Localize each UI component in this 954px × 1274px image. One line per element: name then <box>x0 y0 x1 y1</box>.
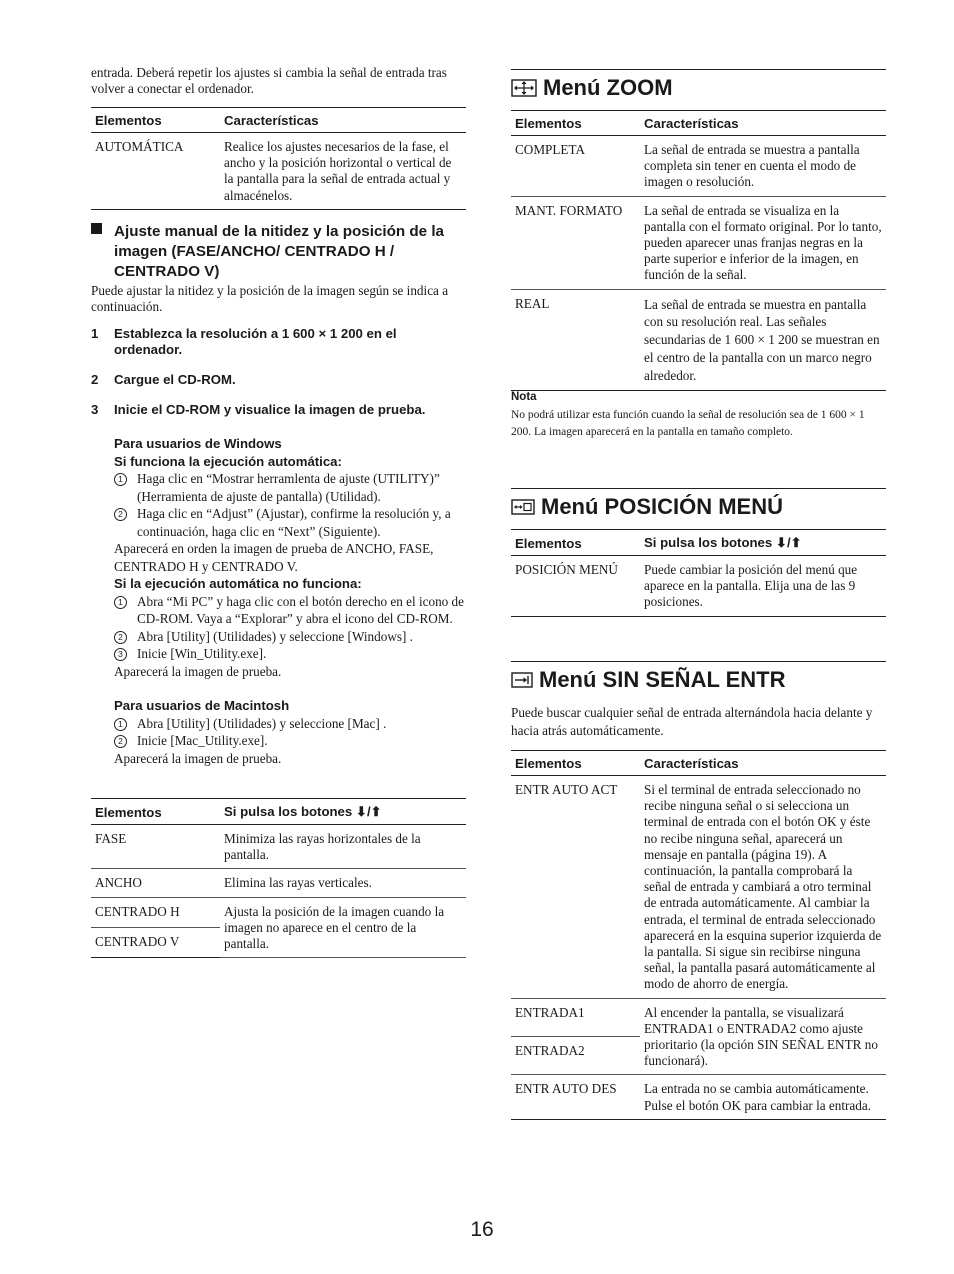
windows-heading: Para usuarios de Windows <box>114 436 282 451</box>
auto-table <box>91 107 466 210</box>
intro-paragraph: entrada. Deberá repetir los ajustes si cambia la señal de entrada tras volver a conectar el ordenador. <box>91 65 447 97</box>
table-row <box>511 289 886 390</box>
list-item-text: Inicie [Mac_Utility.exe]. <box>137 733 268 748</box>
table-cell: Al encender la pantalla, se visualizará ENTRADA1 o ENTRADA2 como ajuste prioritario (la opción SIN SEÑAL ENTR no funcionará). <box>640 998 886 1075</box>
table-cell: ENTR AUTO DES <box>511 1075 640 1119</box>
table-row <box>91 869 466 897</box>
table-cell: ENTRADA2 <box>511 1036 640 1075</box>
table-cell: Si el terminal de entrada seleccionado no recibe ninguna señal o si selecciona un terminal de entrada con el botón OK y éste no recibe ninguna señal, aparecerá un mensaje en pantalla (página 19). A continuación, la pantalla comprobará la señal de entrada y cambiará a otro terminal de entrada automáticamente. Al cambiar la entrada, el terminal de entrada seleccionado aparecerá en la esquina superior izquierda de la pantalla. Si sigue sin recibirse ninguna señal, la pantalla pasará automáticamente al modo de ahorro de energía. <box>640 776 886 999</box>
input-arrow-icon <box>511 671 533 689</box>
table-cell: La señal de entrada se muestra a pantalla completa sin tener en cuenta el modo de imagen o resolución. <box>640 136 886 197</box>
table-header: Características <box>640 751 886 776</box>
list-item-text: Haga clic en “Adjust” (Ajustar), confirme la resolución y, a continuación, haga clic en “Next” (Siguiente). <box>137 506 451 539</box>
list-item <box>114 715 466 733</box>
table-row <box>511 556 886 617</box>
list-item-text: Abra “Mi PC” y haga clic con el botón derecho en el icono de CD-ROM. Vaya a “Explorar” y abra el icono del CD-ROM. <box>137 593 465 626</box>
menu-position-icon <box>511 498 535 516</box>
table-cell: La señal de entrada se visualiza en la pantalla con el formato original. Por lo tanto, pueden aparecer unas franjas negras en la parte superior e inferior de la imagen, en función de la señal. <box>640 196 886 289</box>
table-cell: REAL <box>511 289 640 390</box>
table-row <box>511 136 886 197</box>
table-cell: Minimiza las rayas horizontales de la pantalla. <box>220 825 466 869</box>
square-bullet-icon <box>91 223 102 234</box>
list-item-text: Haga clic en “Mostrar herramlenta de ajuste (UTILITY)” (Herramienta de ajuste de pantalla) (Utilidad). <box>137 471 440 504</box>
noauto-result: Aparecerá la imagen de prueba. <box>114 663 282 679</box>
posicion-table <box>511 529 886 617</box>
table-cell: Puede cambiar la posición del menú que aparece en la pantalla. Elija una de las 9 posiciones. <box>640 556 886 617</box>
zoom-table <box>511 110 886 391</box>
instructions-block <box>114 435 466 767</box>
list-item <box>114 732 466 750</box>
table-header-text: Si pulsa los botones <box>224 804 353 819</box>
circled-number: 1 <box>114 473 127 486</box>
step-1 <box>91 326 466 359</box>
table-cell: Elimina las rayas verticales. <box>220 869 466 897</box>
table-header <box>220 799 466 825</box>
table-cell: MANT. FORMATO <box>511 196 640 289</box>
table-cell: AUTOMÁTICA <box>91 133 220 210</box>
table-cell: FASE <box>91 825 220 869</box>
note-text: No podrá utilizar esta función cuando la señal de resolución sea de 1 600 × 1 200. La imagen aparecerá en la pantalla en tamaño completo. <box>511 409 865 438</box>
page-number: 16 <box>470 1218 494 1241</box>
step-text: Cargue el CD-ROM. <box>114 372 236 387</box>
table-cell: ANCHO <box>91 869 220 897</box>
table-cell: La señal de entrada se muestra en pantalla con su resolución real. Las señales secundarias de 1 600 × 1 200 se muestran en el centro de la pantalla con un marco negro alrededor. <box>640 289 886 390</box>
list-item <box>114 505 466 540</box>
step-text: Establezca la resolución a 1 600 × 1 200 en el ordenador. <box>114 326 397 358</box>
table-cell: POSICIÓN MENÚ <box>511 556 640 617</box>
table-header: Elementos <box>511 751 640 776</box>
table-row <box>91 825 466 869</box>
table-cell: Realice los ajustes necesarios de la fase, el ancho y la posición horizontal o vertical de la pantalla para la señal de entrada actual y almacénelos. <box>220 133 466 210</box>
sinsenal-title-text: Menú SIN SEÑAL ENTR <box>539 667 786 692</box>
list-item <box>114 628 466 646</box>
table-header-text: Si pulsa los botones <box>644 535 773 550</box>
table-cell: La entrada no se cambia automáticamente. Pulse el botón OK para cambiar la entrada. <box>640 1075 886 1119</box>
circled-number: 1 <box>114 596 127 609</box>
table-cell: ENTR AUTO ACT <box>511 776 640 999</box>
table-header: Elementos <box>511 111 640 136</box>
table-header: Características <box>640 111 886 136</box>
step-text: Inicie el CD-ROM y visualice la imagen de prueba. <box>114 402 426 417</box>
table-header: Elementos <box>91 108 220 133</box>
table-header: Características <box>220 108 466 133</box>
table-header: Elementos <box>511 530 640 556</box>
down-up-arrows-icon: ⬇/⬆ <box>775 535 802 550</box>
circled-number: 3 <box>114 648 127 661</box>
auto-heading: Si funciona la ejecución automática: <box>114 453 342 469</box>
table-cell: CENTRADO V <box>91 927 220 957</box>
list-item-text: Abra [Utility] (Utilidades) y seleccione [Windows] . <box>137 628 413 644</box>
mac-heading: Para usuarios de Macintosh <box>114 698 290 713</box>
circled-number: 1 <box>114 718 127 731</box>
step-number: 1 <box>91 326 99 341</box>
table-cell: ENTRADA1 <box>511 998 640 1036</box>
note-label: Nota <box>511 391 537 403</box>
table-cell: CENTRADO H <box>91 897 220 927</box>
step-number: 3 <box>91 402 99 417</box>
down-up-arrows-icon: ⬇/⬆ <box>355 804 382 819</box>
sinsenal-intro: Puede buscar cualquier señal de entrada alternándola hacia delante y hacia atrás automáticamente. <box>511 705 873 738</box>
table-row <box>91 897 466 927</box>
table-row <box>511 196 886 289</box>
section-intro: Puede ajustar la nitidez y la posición de la imagen según se indica a continuación. <box>91 283 449 315</box>
table-header <box>640 530 886 556</box>
circled-number: 2 <box>114 508 127 521</box>
table-cell: COMPLETA <box>511 136 640 197</box>
sinsenal-table <box>511 750 886 1120</box>
posicion-title-text: Menú POSICIÓN MENÚ <box>541 494 784 519</box>
auto-result: Aparecerá en orden la imagen de prueba de ANCHO, FASE, CENTRADO H y CENTRADO V. <box>114 541 434 574</box>
noauto-heading: Si la ejecución automática no funciona: <box>114 576 362 591</box>
step-2 <box>91 372 466 388</box>
section-heading <box>91 222 466 281</box>
table-row <box>511 1075 886 1119</box>
table-header: Elementos <box>91 799 220 825</box>
list-item-text: Inicie [Win_Utility.exe]. <box>137 646 267 661</box>
zoom-icon <box>511 79 537 97</box>
table-row <box>91 133 466 210</box>
list-item <box>114 470 466 505</box>
zoom-title <box>511 69 886 103</box>
circled-number: 2 <box>114 735 127 748</box>
section-heading-text: Ajuste manual de la nitidez y la posición de la imagen (FASE/ANCHO/ CENTRADO H / CENTRADO V) <box>114 223 444 280</box>
table-cell: Ajusta la posición de la imagen cuando la imagen no aparece en el centro de la pantalla. <box>220 897 466 958</box>
step-3 <box>91 402 466 418</box>
sinsenal-title <box>511 661 886 695</box>
list-item <box>114 593 466 628</box>
posicion-title <box>511 488 886 522</box>
mac-result: Aparecerá la imagen de prueba. <box>114 750 282 766</box>
zoom-title-text: Menú ZOOM <box>543 75 673 100</box>
table-row <box>511 776 886 999</box>
step-number: 2 <box>91 372 99 387</box>
list-item <box>114 645 466 663</box>
list-item-text: Abra [Utility] (Utilidades) y seleccione [Mac] . <box>137 715 387 731</box>
table-row <box>511 998 886 1036</box>
circled-number: 2 <box>114 631 127 644</box>
adjust-table <box>91 798 466 958</box>
